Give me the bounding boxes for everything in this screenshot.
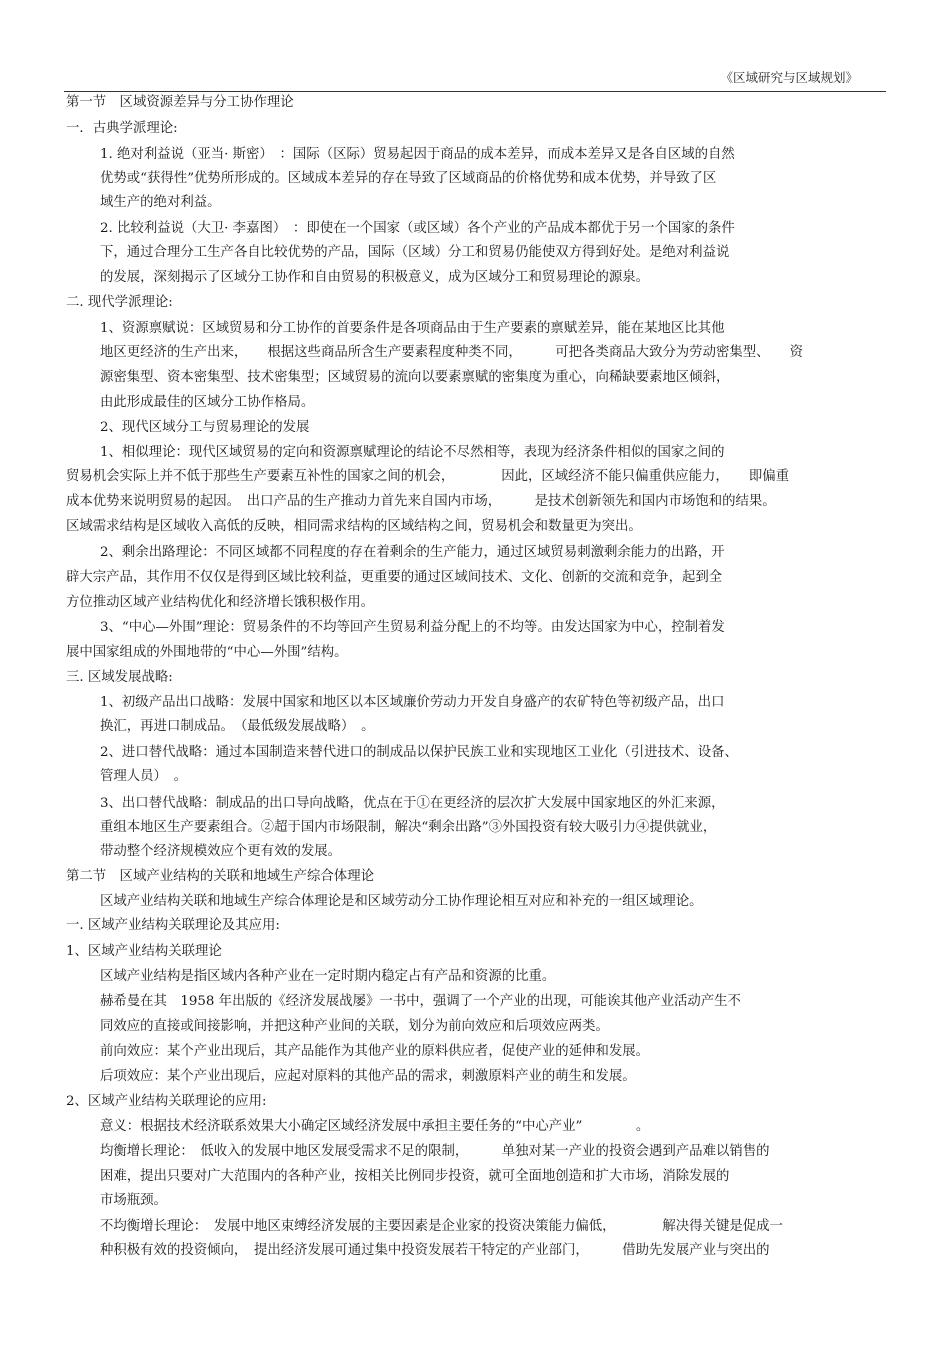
- paragraph-line: 前向效应：某个产业出现后，其产品能作为其他产业的原料供应者，促使产业的延伸和发展。: [100, 1044, 650, 1059]
- paragraph-line: 1、资源禀赋说：区域贸易和分工协作的首要条件是各项商品由于生产要素的禀赋差异，能在某地区比其他: [100, 321, 725, 336]
- paragraph-line: 管理人员） 。: [100, 769, 188, 784]
- heading: 三. 区域发展战略:: [66, 670, 173, 685]
- paragraph-line: 优势或“获得性”优势所形成的。区域成本差异的存在导致了区域商品的价格优势和成本优势，并导致了区: [100, 171, 717, 186]
- paragraph-line: 重组本地区生产要素组合。②超于国内市场限制，解决“剩余出路”③外国投资有较大吸引力④提供就业，: [100, 820, 717, 835]
- paragraph-line: 展中国家组成的外围地带的“中心—外围”结构。: [66, 645, 348, 660]
- paragraph-line: 辟大宗产品，其作用不仅仅是得到区域比较利益，更重要的通过区域间技术、文化、创新的交流和竞争，起到全: [66, 570, 723, 585]
- paragraph-line: 2、进口替代战略：通过本国制造来替代进口的制成品以保护民族工业和实现地区工业化（引进技术、设备、: [100, 745, 738, 760]
- paragraph-line: 域生产的绝对利益。: [100, 195, 221, 210]
- paragraph-line: 带动整个经济规模效应个更有效的发展。: [100, 844, 342, 859]
- paragraph-line: 3、“中心—外围”理论：贸易条件的不均等回产生贸易利益分配上的不均等。由发达国家为中心，控制着发: [100, 620, 725, 635]
- paragraph-line: 均衡增长理论： 低收入的发展中地区发展受需求不足的限制， 单独对某一产业的投资会遇到产品难以销售的: [100, 1144, 770, 1159]
- paragraph-line: 地区更经济的生产出来， 根据这些商品所含生产要素程度种类不同， 可把各类商品大致分为劳动密集型、 资: [100, 345, 803, 360]
- header-rule: [64, 91, 886, 92]
- paragraph-line: 赫希曼在其 1958 年出版的《经济发展战屡》一书中，强调了一个产业的出现，可能诶其他产业活动产生不: [100, 994, 741, 1009]
- paragraph-line: 换汇，再进口制成品。 （最低级发展战略） 。: [100, 719, 375, 734]
- paragraph-line: 源密集型、资本密集型、技术密集型；区域贸易的流向以要素禀赋的密集度为重心，向稀缺要素地区倾斜，: [100, 370, 730, 385]
- paragraph-line: 不均衡增长理论： 发展中地区束缚经济发展的主要因素是企业家的投资决策能力偏低， 解决得关键是促成一: [100, 1219, 783, 1234]
- running-header: 《区域研究与区域规划》: [720, 70, 858, 85]
- paragraph-line: 下，通过合理分工生产各自比较优势的产品，国际（区域）分工和贸易仍能使双方得到好处。是绝对利益说: [100, 245, 730, 260]
- paragraph-line: 困难，提出只要对广大范围内的各种产业，按相关比例同步投资，就可全面地创造和扩大市场，消除发展的: [100, 1169, 730, 1184]
- paragraph-line: 1、相似理论：现代区域贸易的定向和资源禀赋理论的结论不尽然相等，表现为经济条件相似的国家之间的: [100, 445, 725, 460]
- heading: 一. 区域产业结构关联理论及其应用:: [66, 918, 280, 933]
- paragraph-line: 区域产业结构是指区域内各种产业在一定时期内稳定占有产品和资源的比重。: [100, 969, 556, 984]
- paragraph-line: 2. 比较利益说（大卫· 李嘉图） ：即使在一个国家（或区域）各个产业的产品成本都优于另一个国家的条件: [100, 221, 735, 236]
- section-title: 第二节 区域产业结构的关联和地域生产综合体理论: [66, 869, 374, 884]
- paragraph-line: 区域产业结构关联和地域生产综合体理论是和区域劳动分工协作理论相互对应和补充的一组区域理论。: [100, 894, 703, 909]
- section-title: 第一节 区域资源差异与分工协作理论: [66, 95, 294, 110]
- paragraph-line: 贸易机会实际上并不低于那些生产要素互补性的国家之间的机会， 因此，区域经济不能只偏重供应能力， 即偏重: [66, 469, 790, 484]
- paragraph-line: 意义：根据技术经济联系效果大小确定区域经济发展中承担主要任务的“中心产业” 。: [100, 1119, 650, 1134]
- paragraph-line: 后项效应：某个产业出现后，应起对原料的其他产品的需求，刺激原料产业的萌生和发展。: [100, 1069, 636, 1084]
- subheading: 2、区域产业结构关联理论的应用:: [66, 1094, 267, 1109]
- heading: 二. 现代学派理论:: [66, 295, 173, 310]
- subheading: 1、区域产业结构关联理论: [66, 944, 222, 959]
- heading: 一．古典学派理论:: [66, 121, 178, 136]
- paragraph-line: 市场瓶颈。: [100, 1193, 167, 1208]
- paragraph-line: 1. 绝对利益说（亚当· 斯密） ：国际（区际）贸易起因于商品的成本差异，而成本差异又是各自区域的自然: [100, 147, 735, 162]
- paragraph-line: 2、剩余出路理论：不同区域都不同程度的存在着剩余的生产能力，通过区域贸易刺激剩余能力的出路，开: [100, 545, 725, 560]
- subheading: 2、现代区域分工与贸易理论的发展: [100, 420, 310, 435]
- paragraph-line: 区域需求结构是区域收入高低的反映，相同需求结构的区域结构之间，贸易机会和数量更为突出。: [66, 519, 642, 534]
- paragraph-line: 成本优势来说明贸易的起因。 出口产品的生产推动力首先来自国内市场， 是技术创新领先和国内市场饱和的结果。: [66, 494, 776, 509]
- paragraph-line: 种积极有效的投资倾向， 提出经济发展可通过集中投资发展若干特定的产业部门， 借助先发展产业与突出的: [100, 1243, 770, 1258]
- paragraph-line: 同效应的直接或间接影响，并把这种产业间的关联，划分为前向效应和后项效应两类。: [100, 1019, 609, 1034]
- paragraph-line: 3、出口替代战略：制成品的出口导向战略，优点在于①在更经济的层次扩大发展中国家地区的外汇来源，: [100, 796, 725, 811]
- paragraph-line: 方位推动区域产业结构优化和经济增长饿积极作用。: [66, 595, 374, 610]
- paragraph-line: 1、初级产品出口战略：发展中国家和地区以本区域廉价劳动力开发自身盛产的农矿特色等初级产品，出口: [100, 695, 725, 710]
- paragraph-line: 的发展，深刻揭示了区域分工协作和自由贸易的积极意义，成为区域分工和贸易理论的源泉。: [100, 270, 650, 285]
- paragraph-line: 由此形成最佳的区域分工协作格局。: [100, 395, 315, 410]
